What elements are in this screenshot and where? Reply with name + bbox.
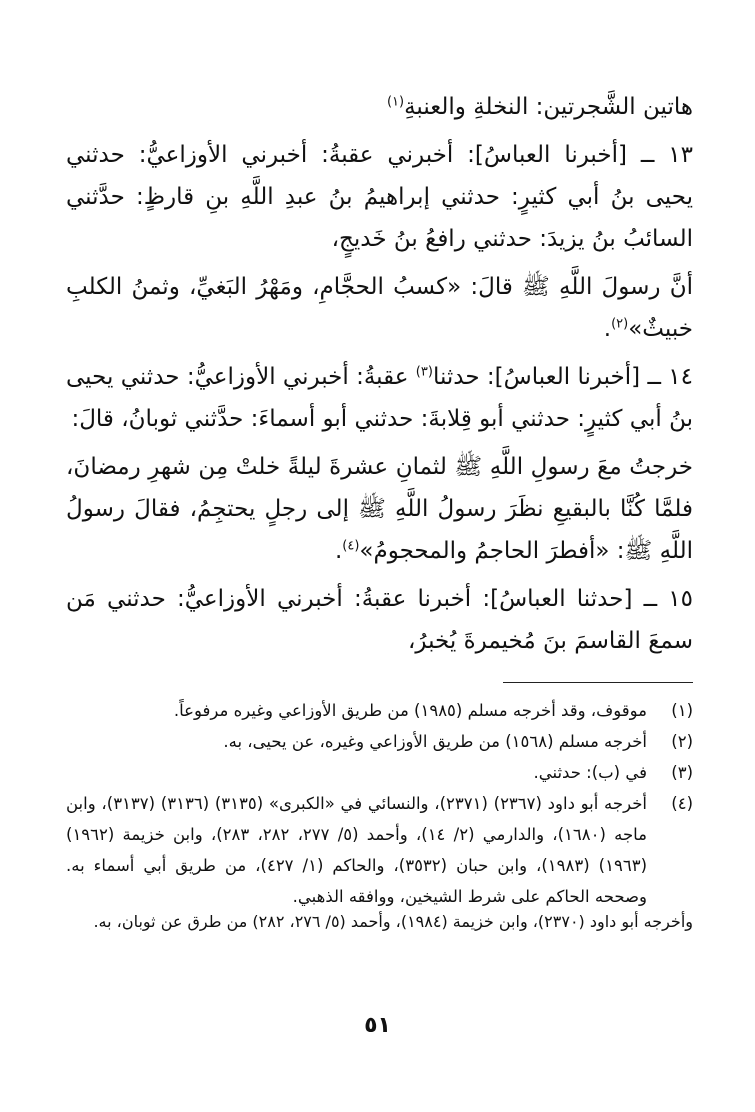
paragraph-1 [66, 86, 693, 128]
footnote-ref-4: (٤) [342, 538, 360, 554]
hadith-14-isnad-start: ١٤ ــ [أخبرنا العباسُ]: حدثنا [432, 364, 693, 390]
footnote-text: في (ب): حدثني. [533, 763, 647, 782]
page-number: ٥١ [364, 1013, 391, 1038]
paragraph-1-text: هاتين الشَّجرتين: النخلةِ والعنبةِ [404, 94, 693, 120]
hadith-13-matn [66, 266, 693, 350]
main-text [66, 86, 693, 662]
footnote-number: (١) [671, 701, 693, 720]
footnote-text: موقوف، وقد أخرجه مسلم (١٩٨٥) من طريق الأوزاعي وغيره مرفوعاً. [173, 701, 647, 720]
hadith-13-isnad: ١٣ ــ [أخبرنا العباسُ]: أخبرني عقبةُ: أخبرني الأوزاعيُّ: حدثني يحيى بنُ أبي كثيرٍ: حدثني إبراهيمُ بنُ عبدِ اللَّهِ بنِ قارظٍ: حدَّثني السائبُ بنُ يزيدَ: حدثني رافعُ بنُ خَديجٍ، [66, 142, 693, 252]
footnote-separator [503, 682, 693, 683]
hadith-14-isnad [66, 356, 693, 440]
footnote-number: (٤) [671, 794, 693, 813]
footnote-4-continuation: وأخرجه أبو داود (٢٣٧٠)، وابن خزيمة (١٩٨٤)، وأحمد (٥/ ٢٧٦، ٢٨٢) من طرق عن ثوبان، به. [93, 912, 693, 931]
hadith-13-end: . [603, 316, 612, 342]
footnote-number: (٢) [671, 732, 693, 751]
footnote-ref-1: (١) [386, 94, 405, 110]
footnote-ref-3: (٣) [415, 364, 433, 380]
hadith-14-isnad-rest: عقبةُ: أخبرني الأوزاعيُّ: حدثني يحيى بنُ أبي كثيرٍ: حدثني أبو قِلابةَ: حدثني أبو أسماءَ: حدَّثني ثوبانُ، قالَ: [66, 364, 693, 432]
footnote-ref-2: (٢) [611, 316, 629, 332]
footnote-3 [66, 757, 693, 788]
hadith-15-isnad: ١٥ ــ [حدثنا العباسُ]: أخبرنا عقبةُ: أخبرني الأوزاعيُّ: حدثني مَن سمعَ القاسمَ بنَ مُخيمرةَ يُخبرُ، [66, 586, 693, 654]
footnote-text: أخرجه أبو داود (٢٣٦٧) (٢٣٧١)، والنسائي في «الكبرى» (٣١٣٥) (٣١٣٦) (٣١٣٧)، وابن ماجه (١٦٨٠)، والدارمي (٢/ ١٤)، وأحمد (٥/ ٢٧٧، ٢٨٢، ٢٨٣)، وابن خزيمة (١٩٦٢) (١٩٦٣) (١٩٨٣)، وابن حبان (٣٥٣٢)، والحاكم (١/ ٤٢٧)، من طريق أبي أسماء به. وصححه الحاكم على شرط الشيخين، ووافقه الذهبي. [66, 794, 648, 906]
hadith-14-end: . [334, 538, 343, 564]
hadith-14-matn-text: خرجتُ معَ رسولِ اللَّهِ ﷺ لثمانِ عشرةَ ليلةً خلتْ مِن شهرِ رمضانَ، فلمَّا كُنَّا بالبقيعِ نظَرَ رسولُ اللَّهِ ﷺ إلى رجلٍ يحتجِمُ، فقالَ رسولُ اللَّهِ ﷺ: «أفطرَ الحاجمُ والمحجومُ» [66, 454, 693, 564]
footnote-number: (٣) [671, 763, 693, 782]
hadith-13-matn-text: أنَّ رسولَ اللَّهِ ﷺ قالَ: «كسبُ الحجَّامِ، ومَهْرُ البَغيِّ، وثمنُ الكلبِ خبيثٌ» [66, 274, 693, 342]
footnote-4 [66, 788, 693, 912]
footnotes-list [66, 695, 693, 912]
footnote-2 [66, 726, 693, 757]
footnote-text: أخرجه مسلم (١٥٦٨) من طريق الأوزاعي وغيره، عن يحيى، به. [223, 732, 647, 751]
footnote-1 [66, 695, 693, 726]
hadith-14-matn [66, 446, 693, 572]
